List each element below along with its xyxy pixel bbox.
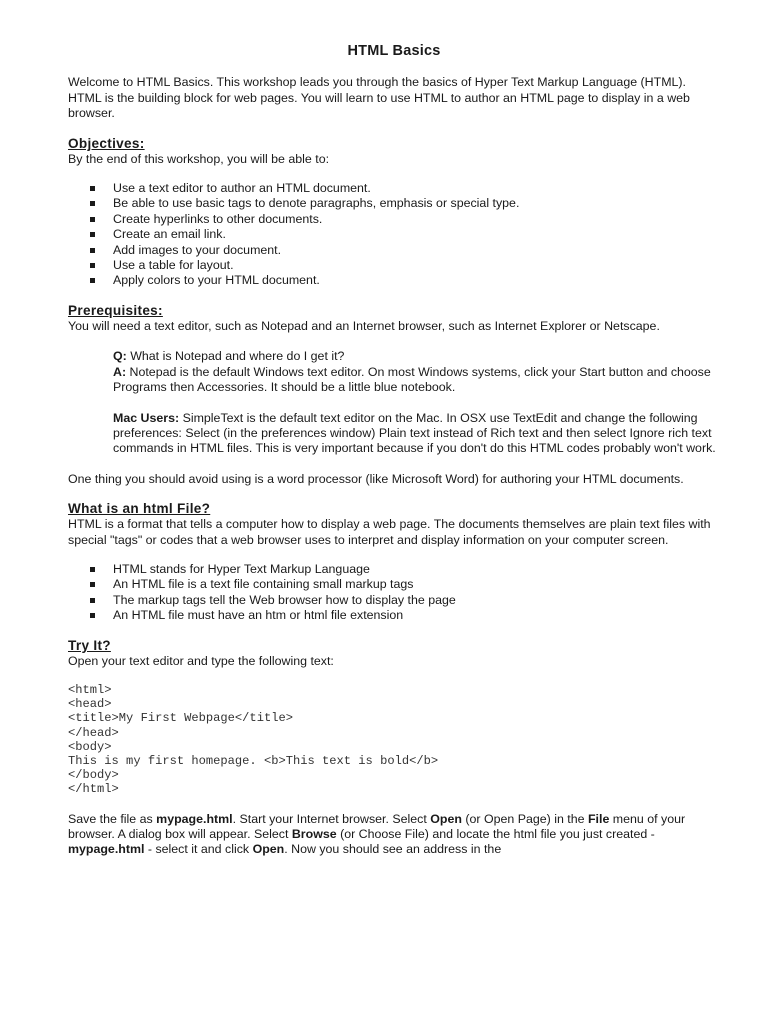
mac-users-paragraph (113, 411, 720, 457)
list-item: Apply colors to your HTML document. (90, 273, 720, 288)
try-it-heading: Try It? (68, 637, 111, 653)
list-item: Create hyperlinks to other documents. (90, 212, 720, 227)
list-item: An HTML file must have an htm or html file extension (90, 608, 720, 623)
save-text: - select it and click (144, 842, 253, 857)
code-line: <head> (68, 697, 112, 712)
intro-paragraph: Welcome to HTML Basics. This workshop leads you through the basics of Hyper Text Markup Language (HTML). HTML is the building block for web pages. You will learn to use HTML to author an HTML page to display in a web browser. (68, 75, 690, 121)
list-item: Be able to use basic tags to denote paragraphs, emphasis or special type. (90, 196, 720, 211)
qa-block (68, 349, 720, 395)
mac-users-block (68, 411, 720, 457)
avoid-paragraph: One thing you should avoid using is a word processor (like Microsoft Word) for authoring your HTML documents. (68, 471, 684, 486)
prerequisites-heading: Prerequisites: (68, 302, 163, 318)
filename-emphasis: mypage.html (68, 842, 145, 857)
list-item: The markup tags tell the Web browser how to display the page (90, 593, 720, 608)
save-text: . Start your Internet browser. Select (232, 811, 431, 826)
code-line: </html> (68, 782, 119, 797)
open-emphasis: Open (430, 811, 462, 826)
objectives-heading: Objectives: (68, 135, 145, 151)
html-file-heading: What is an html File? (68, 501, 211, 517)
save-text: menu of your browser. A dialog box will appear. Select (68, 811, 686, 841)
objectives-lead: By the end of this workshop, you will be able to: (68, 151, 330, 166)
code-line: <body> (68, 739, 112, 754)
html-file-paragraph: HTML is a format that tells a computer how to display a web page. The documents themselves are plain text files with special "tags" or codes that a web browser uses to interpret and display information on your computer screen. (68, 517, 711, 547)
save-text: Save the file as (68, 811, 157, 826)
list-item: An HTML file is a text file containing small markup tags (90, 577, 720, 592)
save-instructions (68, 812, 720, 858)
try-it-lead: Open your text editor and type the following text: (68, 653, 334, 668)
code-line: <title>My First Webpage</title> (68, 711, 293, 726)
question-label: Q: (113, 349, 127, 364)
browse-emphasis: Browse (291, 827, 337, 841)
list-item: Create an email link. (90, 227, 720, 242)
objectives-list (68, 181, 720, 289)
save-text: . Now you should see an address in the (284, 842, 502, 857)
question-text: What is Notepad and where do I get it? (126, 349, 345, 364)
question-line (113, 349, 720, 364)
code-sample (68, 683, 720, 797)
mac-users-label: Mac Users: (113, 410, 180, 425)
code-line: </head> (68, 725, 119, 740)
list-item: Use a text editor to author an HTML document. (90, 181, 720, 196)
answer-label: A: (113, 364, 127, 379)
html-file-list (68, 562, 720, 624)
answer-paragraph (113, 365, 720, 396)
file-menu-emphasis: File (587, 811, 610, 826)
code-line: <html> (68, 682, 112, 697)
save-text: (or Open Page) in the (461, 811, 588, 826)
code-line: </body> (68, 768, 119, 783)
open-emphasis: Open (252, 842, 285, 857)
prerequisites-paragraph: You will need a text editor, such as Notepad and an Internet browser, such as Internet Explorer or Netscape. (68, 318, 660, 333)
list-item: Use a table for layout. (90, 258, 720, 273)
save-text: (or Choose File) and locate the html file you just created - (336, 827, 655, 841)
filename-emphasis: mypage.html (156, 811, 233, 826)
page-title: HTML Basics (347, 43, 441, 59)
list-item: HTML stands for Hyper Text Markup Language (90, 562, 720, 577)
list-item: Add images to your document. (90, 243, 720, 258)
mac-users-text: SimpleText is the default text editor on the Mac. In OSX use TextEdit and change the following preferences: Select (in the preferences window) Plain text instead of Rich text and then select Ignore rich text commands in HTML files. This is very important because if you don't do this HTML codes probably won't work. (113, 410, 716, 456)
code-line: This is my first homepage. <b>This text is bold</b> (68, 753, 439, 768)
answer-text: Notepad is the default Windows text editor. On most Windows systems, click your Start button and choose Programs then Accessories. It should be a little blue notebook. (113, 364, 711, 395)
